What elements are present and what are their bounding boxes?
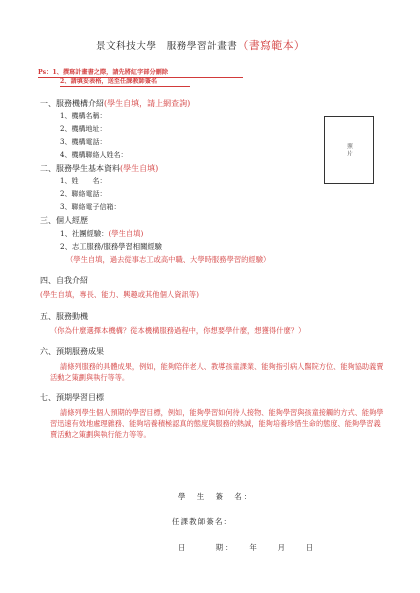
org-phone-field: 3、機構電話： xyxy=(60,138,107,146)
student-name-field: 1、姓 名： xyxy=(60,177,107,185)
section-2-heading: 二、服務學生基本資料(學生自填) xyxy=(40,164,159,173)
volunteer-experience-hint: （學生自填，過去從事志工或高中職、大學時服務學習的經驗） xyxy=(66,255,271,264)
section-5-hint: （你為什麼選擇本機構？從本機構服務過程中，你想要學什麼，想獲得什麼？） xyxy=(50,326,306,335)
org-address-field: 2、機構地址： xyxy=(60,125,107,133)
club-experience-field: 1、社團經驗：(學生自填) xyxy=(60,229,144,238)
title-note: （書寫範本） xyxy=(237,39,306,52)
section-6-heading: 六、預期服務成果 xyxy=(40,347,104,356)
section-7-heading: 七、預期學習目標 xyxy=(40,393,104,402)
photo-label: 照片 xyxy=(346,142,352,158)
section-3-heading: 三、個人經歷 xyxy=(40,216,88,225)
ps-note-2: 2、請填妥表格，送至任課教師簽名 xyxy=(60,78,158,85)
ps-note-1: Ps：1、撰寫計畫書之際，請先將紅字部分刪除 xyxy=(38,69,169,76)
section-1-hint: (學生自填，請上網查詢) xyxy=(104,99,191,108)
section-4-hint: (學生自填，專長、能力、興趣或其他個人資訊等) xyxy=(40,290,199,299)
document-title xyxy=(96,40,305,52)
section-2-hint: (學生自填) xyxy=(120,164,159,173)
student-email-field: 3、聯絡電子信箱： xyxy=(60,203,121,211)
ps-underline-2 xyxy=(60,86,190,87)
title-main: 景文科技大學 服務學習計畫書 xyxy=(96,41,238,52)
student-signature-label: 學 生 簽 名： xyxy=(178,492,254,501)
photo-box xyxy=(324,116,374,184)
section-6-body: 請條列服務的具體成果，例如，能夠陪伴老人、教導孩童課業、能夠指引病人醫院方位、能夠協助義賣活動之策劃與執行等等。 xyxy=(50,362,384,382)
student-phone-field: 2、聯絡電話： xyxy=(60,190,107,198)
date-label: 日 期： 年 月 日 xyxy=(178,543,316,552)
org-contact-field: 4、機構聯絡人姓名： xyxy=(60,151,128,159)
section-1-heading: 一、服務機構介紹(學生自填，請上網查詢) xyxy=(40,99,191,108)
club-experience-hint: (學生自填) xyxy=(108,229,144,238)
section-7-body: 請條列學生個人預期的學習目標，例如，能夠學習如何待人接物、能夠學習與孩童接觸的方式、能夠學習迅速有效地處理雜務、能夠培養積極認真的態度與服務的熱誠，能夠培養珍惜生命的態度、能夠學習義賣活動之策劃與執行能力等等。 xyxy=(50,408,384,439)
org-name-field: 1、機構名稱： xyxy=(60,112,107,120)
volunteer-experience-field: 2、志工服務/服務學習相關經驗 xyxy=(60,242,162,251)
teacher-signature-label: 任課教師簽名： xyxy=(172,517,233,526)
section-5-heading: 五、服務動機 xyxy=(40,312,88,321)
section-4-heading: 四、自我介紹 xyxy=(40,276,88,285)
